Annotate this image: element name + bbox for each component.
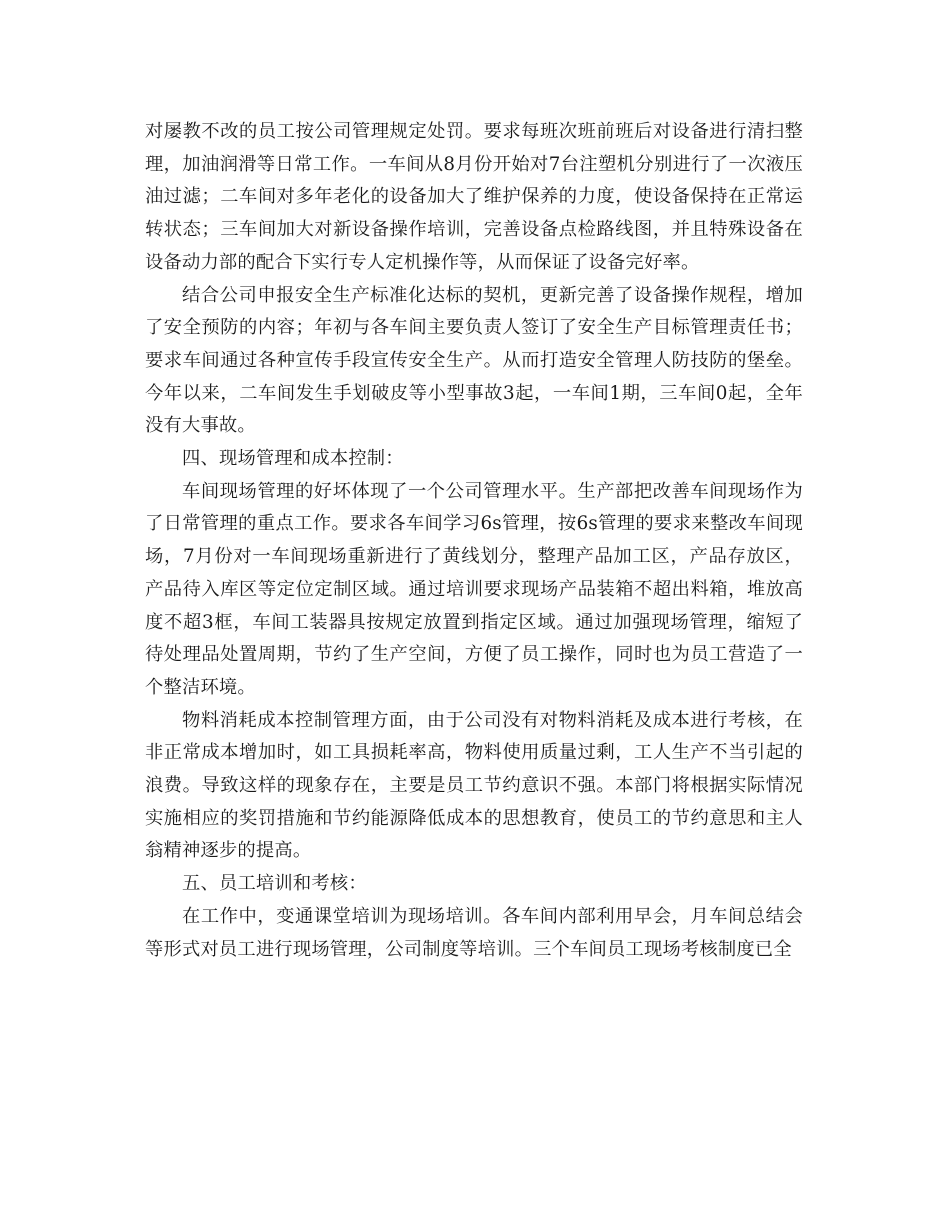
paragraph-equipment-maintenance: 对屡教不改的员工按公司管理规定处罚。要求每班次班前班后对设备进行清扫整理，加油润滑等日常工作。一车间从8月份开始对7台注塑机分别进行了一次液压油过滤；二车间对多年老化的设备加大了维护保养的力度，使设备保持在正常运转状态；三车间加大对新设备操作培训，完善设备点检路线图，并且特殊设备在设备动力部的配合下实行专人定机操作等，从而保证了设备完好率。 bbox=[145, 121, 803, 273]
paragraph-site-management: 车间现场管理的好坏体现了一个公司管理水平。生产部把改善车间现场作为了日常管理的重点工作。要求各车间学习6s管理，按6s管理的要求来整改车间现场，7月份对一车间现场重新进行了黄线划分，整理产品加工区，产品存放区，产品待入库区等定位定制区域。通过培训要求现场产品装箱不超出料箱，堆放高度不超3框，车间工装器具按规定放置到指定区域。通过加强现场管理，缩短了待处理品处置周期，节约了生产空间，方便了员工操作，同时也为员工营造了一个整洁环境。 bbox=[145, 480, 803, 698]
paragraph-safety-production: 结合公司申报安全生产标准化达标的契机，更新完善了设备操作规程，增加了安全预防的内容；年初与各车间主要负责人签订了安全生产目标管理责任书；要求车间通过各种宣传手段宣传安全生产。从而打造安全管理人防技防的堡垒。今年以来，二车间发生手划破皮等小型事故3起，一车间1期，三车间0起，全年没有大事故。 bbox=[145, 284, 803, 437]
paragraph-cost-control: 物料消耗成本控制管理方面，由于公司没有对物料消耗及成本进行考核，在非正常成本增加时，如工具损耗率高，物料使用质量过剩，工人生产不当引起的浪费。导致这样的现象存在，主要是员工节约意识不强。本部门将根据实际情况实施相应的奖罚措施和节约能源降低成本的思想教育，使员工的节约意思和主人翁精神逐步的提高。 bbox=[145, 709, 803, 862]
section-heading-training: 五、员工培训和考核： bbox=[182, 873, 367, 895]
paragraph-training: 在工作中，变通课堂培训为现场培训。各车间内部利用早会，月车间总结会等形式对员工进行现场管理，公司制度等培训。三个车间员工现场考核制度已全 bbox=[145, 905, 803, 960]
section-heading-site-management: 四、现场管理和成本控制： bbox=[182, 448, 404, 470]
document-body bbox=[145, 116, 803, 966]
